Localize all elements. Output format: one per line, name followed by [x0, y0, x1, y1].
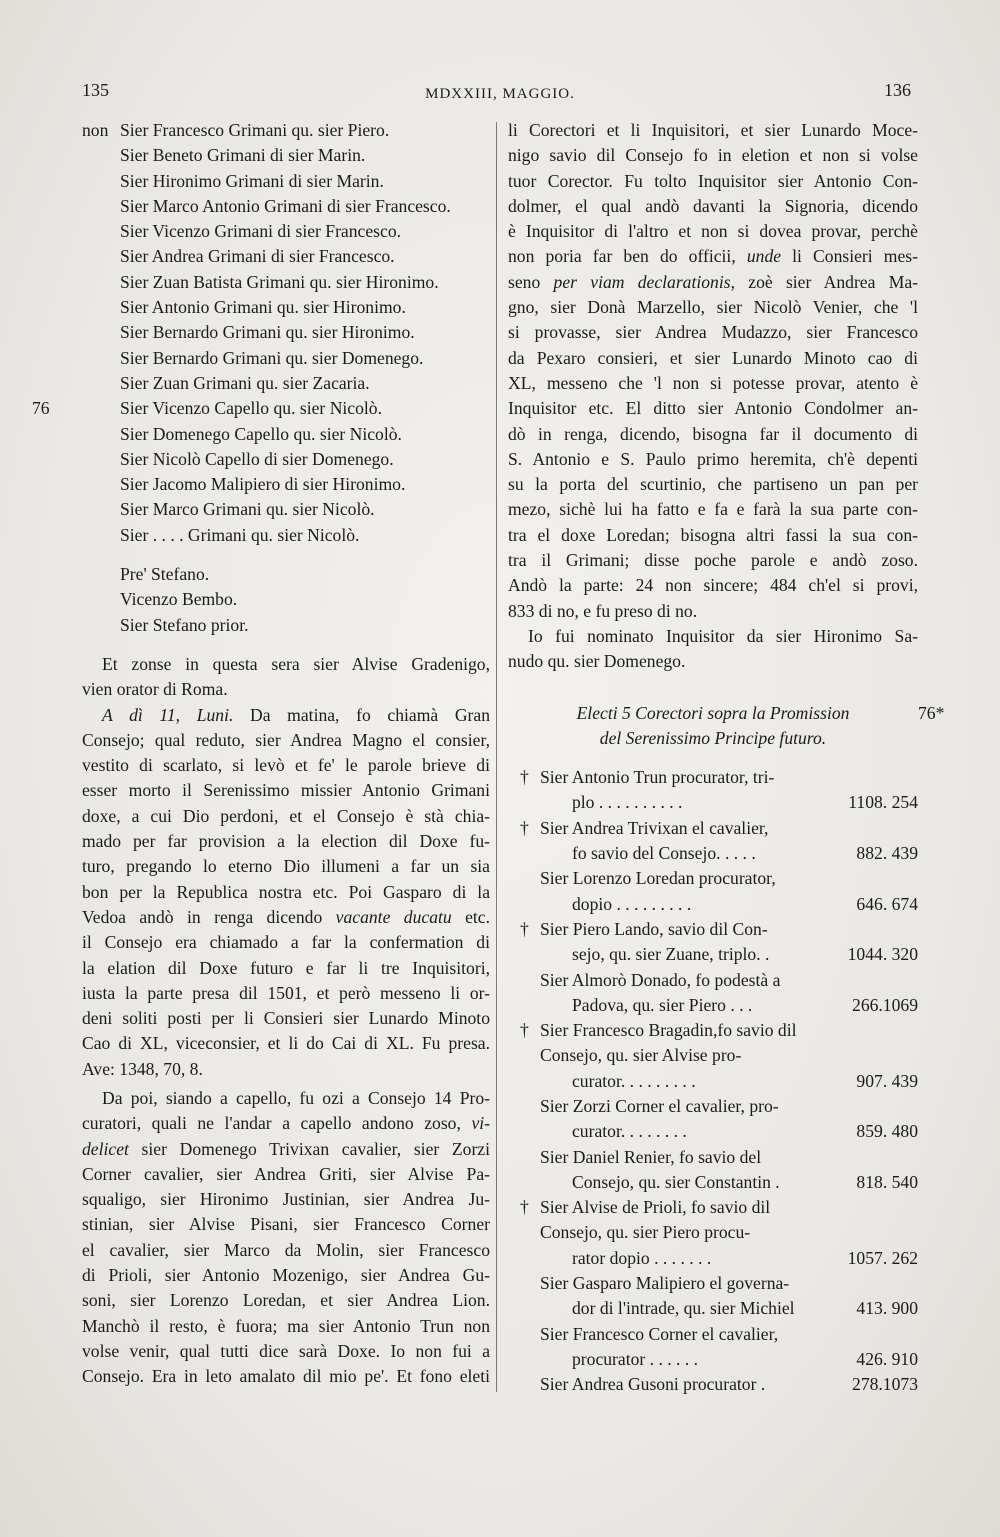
section-title — [508, 726, 918, 751]
name-entry — [82, 447, 490, 472]
candidate-line — [508, 866, 918, 891]
text-line: nudo qu. sier Domenego. — [508, 651, 686, 672]
candidate-line — [508, 1170, 918, 1195]
margin-number: 76* — [918, 702, 945, 723]
text-line: Da poi, siando a capello, fu ozi a Consejo 14 Pro- — [102, 1087, 490, 1108]
candidate-line — [508, 1069, 918, 1094]
paragraph-inquisitors — [508, 118, 918, 624]
name-text: Sier Bernardo Grimani qu. sier Domenego. — [120, 347, 424, 368]
candidate-name: Sier Francesco Corner el cavalier, — [540, 1323, 779, 1344]
candidate-name: Sier Piero Lando, savio dil Con- — [540, 918, 768, 939]
clergy-name-list — [82, 562, 490, 638]
text-line: dolmer, el qual andò davanti la Signoria, dicendo — [508, 195, 918, 216]
candidate-name: Sier Daniel Renier, fo savio del — [540, 1146, 762, 1167]
vote-count: 1057. 262 — [847, 1247, 918, 1268]
text-line: tra il Grimani; disse poche parole e andò zoso. — [508, 550, 918, 571]
text-span: etc. — [451, 906, 490, 927]
name-entry — [82, 244, 490, 269]
name-entry: Sier Stefano prior. — [120, 614, 249, 635]
text-line: mado per far provision a la election dil Doxe fu- — [82, 831, 490, 852]
text-line: XL, messeno che 'l non si potesse provar, atento è — [508, 372, 918, 393]
name-entry — [82, 169, 490, 194]
text-line: Et zonse in questa sera sier Alvise Gradenigo, — [102, 653, 490, 674]
text-span: zoè sier Andrea Ma- — [734, 271, 918, 292]
text-line — [82, 1137, 490, 1162]
text-line: soni, sier Lorenzo Loredan, et sier Andrea Lion. — [82, 1290, 490, 1311]
candidate-line — [508, 1246, 918, 1271]
vote-count: 646. 674 — [856, 893, 918, 914]
latin-phrase: vi- — [471, 1113, 490, 1134]
name-entry — [82, 219, 490, 244]
name-entry — [82, 270, 490, 295]
candidate-detail: fo savio del Consejo. . . . . — [572, 843, 756, 864]
text-line: doxe, a cui Dio perdoni, et el Consejo è stà chia- — [82, 805, 490, 826]
text-line: gno, sier Donà Marzello, sier Nicolò Venier, che 'l — [508, 297, 918, 318]
left-column — [32, 118, 490, 1390]
cross-mark: † — [520, 817, 529, 838]
text-span: curatori, quali ne l'andar a capello andono zoso, — [82, 1113, 472, 1134]
latin-phrase: vacante ducatu — [335, 906, 452, 927]
name-entry — [82, 422, 490, 447]
vote-count: 1108. 254 — [848, 792, 918, 813]
name-text: Sier Bernardo Grimani qu. sier Hironimo. — [120, 322, 415, 343]
text-line: Consejo; qual reduto, sier Andrea Magno el consier, — [82, 729, 490, 750]
text-line: el cavalier, sier Marco da Molin, sier Francesco — [82, 1239, 490, 1260]
name-entry — [82, 194, 490, 219]
name-entry — [82, 295, 490, 320]
vote-count: 882. 439 — [856, 843, 918, 864]
candidate-line — [508, 1119, 918, 1144]
prefix-label: non — [82, 120, 109, 140]
name-entry — [82, 346, 490, 371]
text-line: 833 di no, e fu preso di no. — [508, 600, 698, 621]
text-line: tuor Corector. Fu tolto Inquisitor sier Antonio Con- — [508, 170, 918, 191]
candidate-detail: Padova, qu. sier Piero . . . — [572, 994, 753, 1015]
text-line: nigo savio dil Consejo fo in eletion et non si volse — [508, 145, 918, 166]
candidate-line — [508, 1322, 918, 1347]
grimani-name-list — [32, 118, 490, 548]
text-line — [508, 270, 918, 295]
text-line: volse venir, qual tutti dice sarà Doxe. Io non fui a — [82, 1340, 490, 1361]
text-line: Andò la parte: 24 non sincere; 484 ch'el si provi, — [508, 575, 918, 596]
text-line — [82, 1111, 490, 1136]
candidate-line — [508, 1296, 918, 1321]
text-line: Corner cavalier, sier Andrea Griti, sier Alvise Pa- — [82, 1163, 490, 1184]
text-line: mezo, sichè lui ha fatto e fa e farà la sua parte con- — [508, 499, 918, 520]
name-entry — [82, 497, 490, 522]
paragraph-date — [82, 703, 490, 1082]
text-line: su la porta del scurtinio, che partiseno un pan per — [508, 474, 918, 495]
column-rule — [496, 122, 497, 1392]
right-page-number: 136 — [884, 80, 911, 100]
candidate-detail: dopio . . . . . . . . . — [572, 893, 692, 914]
text-line: dò in renga, dicendo, bisogna far il documento di — [508, 423, 918, 444]
candidate-name: Sier Almorò Donado, fo podestà a — [540, 969, 781, 990]
candidate-name: Sier Andrea Trivixan el cavalier, — [540, 817, 769, 838]
candidate-list — [508, 765, 918, 1397]
text-line: stinian, sier Alvise Pisani, sier Francesco Corner — [82, 1214, 490, 1235]
text-line: vien orator di Roma. — [82, 679, 228, 700]
right-column — [508, 118, 945, 1398]
latin-phrase: per viam declarationis, — [553, 271, 735, 292]
text-line: squaligo, sier Hironimo Justinian, sier Andrea Ju- — [82, 1189, 490, 1210]
text-line — [82, 905, 490, 930]
candidate-line — [508, 841, 918, 866]
candidate-detail: Consejo, qu. sier Constantin . — [572, 1171, 780, 1192]
candidate-detail: sejo, qu. sier Zuane, triplo. . — [572, 944, 770, 965]
name-text: Sier Marco Antonio Grimani di sier Francesco. — [120, 195, 451, 216]
name-entry — [82, 472, 490, 497]
candidate-name: Sier Zorzi Corner el cavalier, pro- — [540, 1095, 779, 1116]
text-line: iusta la parte presa dil 1501, et però messeno li or- — [82, 982, 490, 1003]
text-line: li Corectori et li Inquisitori, et sier Lunardo Moce- — [508, 120, 918, 140]
text-line: bon per la Republica nostra etc. Poi Gasparo di la — [82, 881, 490, 902]
text-line — [82, 703, 490, 728]
text-line: S. Antonio e S. Paulo primo heremita, ch'è depenti — [508, 448, 918, 469]
name-text: Sier Vicenzo Capello qu. sier Nicolò. — [120, 398, 382, 419]
candidate-line — [508, 1271, 918, 1296]
candidate-line — [508, 993, 918, 1018]
left-page-number: 135 — [82, 80, 109, 100]
paragraph-gradenigo — [82, 652, 490, 703]
name-entry: Vicenzo Bembo. — [120, 589, 238, 610]
candidate-detail: curator. . . . . . . . . — [572, 1070, 696, 1091]
candidate-line — [508, 942, 918, 967]
candidate-line — [508, 1145, 918, 1170]
candidate-line — [508, 968, 918, 993]
candidate-name: Consejo, qu. sier Piero procu- — [540, 1222, 751, 1243]
text-span: seno — [508, 271, 554, 292]
section-title-line: del Serenissimo Principe futuro. — [599, 727, 827, 748]
candidate-detail: curator. . . . . . . . — [572, 1121, 687, 1142]
text-line: Inquisitor etc. El ditto sier Antonio Condolmer an- — [508, 398, 918, 419]
candidate-name: Sier Francesco Bragadin,fo savio dil — [540, 1020, 797, 1041]
text-line: Manchò il resto, è fuora; ma sier Antonio Trun non — [82, 1315, 490, 1336]
name-text: Sier Vicenzo Grimani di sier Francesco. — [120, 221, 402, 242]
paragraph-nomination — [508, 624, 918, 675]
text-span: Da matina, fo chiamà Gran — [233, 704, 490, 725]
name-entry — [82, 523, 490, 548]
running-head: MDXXIII, MAGGIO. — [425, 86, 575, 102]
name-text: Sier Jacomo Malipiero di sier Hironimo. — [120, 474, 406, 495]
text-line: da Pexaro consieri, et sier Lunardo Minoto cao di — [508, 347, 918, 368]
name-text: Sier Francesco Grimani qu. sier Piero. — [120, 120, 390, 140]
text-line — [508, 244, 918, 269]
name-entry — [32, 396, 490, 421]
text-line: si provasse, sier Andrea Mudazzo, sier Francesco — [508, 322, 918, 343]
date-italic: A dì 11, Luni. — [102, 704, 234, 725]
vote-count: 859. 480 — [856, 1121, 918, 1142]
name-text: Sier Andrea Grimani di sier Francesco. — [120, 246, 395, 267]
name-entry — [82, 371, 490, 396]
paragraph-procurators — [82, 1086, 490, 1390]
text-span: sier Domenego Trivixan cavalier, sier Zorzi — [128, 1138, 490, 1159]
candidate-detail: rator dopio . . . . . . . — [572, 1247, 712, 1268]
name-text: Sier . . . . Grimani qu. sier Nicolò. — [120, 524, 360, 545]
candidate-name: Sier Gasparo Malipiero el governa- — [540, 1273, 790, 1294]
section-title — [508, 701, 945, 726]
text-line: è Inquisitor di l'altro et non si dovea provar, perchè — [508, 221, 918, 242]
text-line: esser morto il Serenissimo missier Antonio Grimani — [82, 780, 490, 801]
candidate-name: Sier Andrea Gusoni procurator . — [540, 1374, 766, 1395]
latin-phrase: delicet — [82, 1138, 129, 1159]
text-line: tra el doxe Loredan; bisogna altri fassi la sua con- — [508, 524, 918, 545]
candidate-detail: dor di l'intrade, qu. sier Michiel — [572, 1298, 795, 1319]
candidate-line — [508, 917, 918, 942]
candidate-line — [508, 1347, 918, 1372]
vote-count: 1044. 320 — [847, 944, 918, 965]
name-text: Sier Zuan Batista Grimani qu. sier Hironimo. — [120, 271, 439, 292]
name-entry — [82, 143, 490, 168]
vote-count: 266.1069 — [852, 994, 918, 1015]
name-text: Sier Nicolò Capello di sier Domenego. — [120, 448, 394, 469]
vote-count: 818. 540 — [856, 1171, 918, 1192]
candidate-line — [508, 892, 918, 917]
text-line: turo, pregando lo eterno Dio illumeni a far un sia — [82, 856, 490, 877]
text-line: deni soliti posti per li Consieri sier Lunardo Minoto — [82, 1008, 490, 1029]
candidate-line — [508, 1372, 918, 1397]
candidate-detail: procurator . . . . . . — [572, 1348, 699, 1369]
margin-number: 76 — [32, 398, 50, 419]
candidate-line — [508, 1220, 918, 1245]
candidate-name: Sier Alvise de Prioli, fo savio dil — [540, 1197, 771, 1218]
text-span: non poria far ben do officii, — [508, 246, 747, 267]
candidate-name: Sier Lorenzo Loredan procurator, — [540, 868, 776, 889]
name-text: Sier Marco Grimani qu. sier Nicolò. — [120, 499, 375, 520]
candidate-line — [508, 816, 918, 841]
text-span: Vedoa andò in renga dicendo — [82, 906, 336, 927]
section-title-line: Electi 5 Corectori sopra la Promission — [576, 702, 850, 723]
name-text: Sier Zuan Grimani qu. sier Zacaria. — [120, 372, 370, 393]
candidate-line — [508, 1195, 918, 1220]
text-line: Ave: 1348, 70, 8. — [82, 1058, 203, 1079]
candidate-name: Sier Antonio Trun procurator, tri- — [540, 767, 775, 788]
cross-mark: † — [520, 1197, 529, 1218]
text-line: il Consejo era chiamado a far la confermation di — [82, 932, 490, 953]
text-line: Cao di XL, viceconsier, et li do Cai di XL. Fu presa. — [82, 1033, 490, 1054]
name-text: Sier Hironimo Grimani di sier Marin. — [120, 170, 384, 191]
candidate-line — [508, 790, 918, 815]
candidate-line — [508, 1018, 918, 1043]
name-text: Sier Domenego Capello qu. sier Nicolò. — [120, 423, 402, 444]
cross-mark: † — [520, 767, 529, 788]
text-line: Io fui nominato Inquisitor da sier Hironimo Sa- — [528, 625, 918, 646]
text-line: la elation dil Doxe futuro e far li tre Inquisitori, — [82, 957, 490, 978]
vote-count: 907. 439 — [856, 1070, 918, 1091]
text-line: vestito di scarlato, si levò et fe' le parole brieve di — [82, 755, 490, 776]
cross-mark: † — [520, 918, 529, 939]
name-text: Sier Antonio Grimani qu. sier Hironimo. — [120, 297, 406, 318]
text-span: li Consieri mes- — [781, 246, 918, 267]
name-entry: Pre' Stefano. — [120, 564, 210, 585]
candidate-line — [508, 1094, 918, 1119]
candidate-detail: plo . . . . . . . . . . — [572, 792, 683, 813]
vote-count: 426. 910 — [856, 1348, 918, 1369]
candidate-name: Consejo, qu. sier Alvise pro- — [540, 1045, 742, 1066]
latin-phrase: unde — [746, 246, 782, 267]
text-line: di Prioli, sier Antonio Mozenigo, sier Andrea Gu- — [82, 1265, 490, 1286]
vote-count: 278.1073 — [852, 1374, 918, 1395]
candidate-line — [508, 765, 918, 790]
name-text: Sier Beneto Grimani di sier Marin. — [120, 145, 366, 166]
cross-mark: † — [520, 1020, 529, 1041]
candidate-line — [508, 1043, 918, 1068]
text-line: Consejo. Era in leto amalato dil mio pe'. Et fono eleti — [82, 1366, 490, 1387]
name-entry — [82, 118, 490, 143]
vote-count: 413. 900 — [856, 1298, 918, 1319]
name-entry — [82, 320, 490, 345]
